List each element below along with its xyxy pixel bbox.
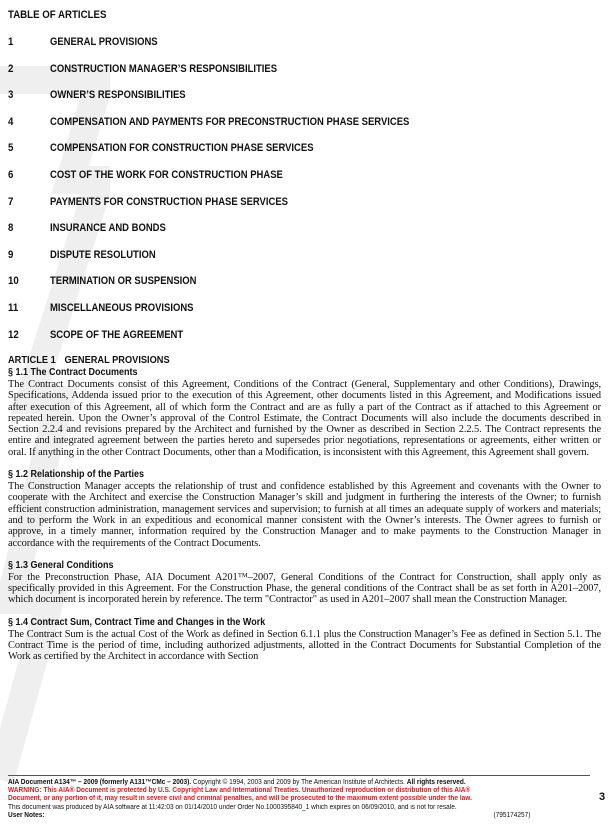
article-body <box>8 354 601 663</box>
toc-item <box>8 63 598 90</box>
toc-item <box>8 142 598 169</box>
toc-item-number: 3 <box>8 89 14 102</box>
table-of-articles <box>8 36 598 355</box>
section-text: The Contract Documents consist of this Agreement, Conditions of the Contract (General, Supplementary and other Conditions), Drawings, Specifications, Addenda issued prior to the execution of this Agreement, other documents listed in this Agreement, and Modifications issued after execution of this Agreement, all of which form the Contract and are as fully a part of the Contract as if attached to this Agreement or repeated herein. Upon the Owner’s approval of the Control Estimate, the Contract Documents will also include the documents described in Section 2.2.4 and revisions prepared by the Architect and furnished by the Owner as described in Section 2.2.5. The Contract represents the entire and integrated agreement between the parties hereto and supersedes prior negotiations, representations or agreements, either written or oral. If anything in the other Contract Documents, other than a Modification, is inconsistent with this Agreement, this Agreement shall govern. <box>8 379 601 458</box>
document-footer <box>8 779 588 820</box>
toc-item-number: 1 <box>8 36 14 48</box>
toc-item-name: COST OF THE WORK FOR CONSTRUCTION PHASE <box>50 168 283 181</box>
toc-item-number: 9 <box>8 248 14 261</box>
section-heading: § 1.3 General Conditions <box>8 559 114 571</box>
section-heading: § 1.1 The Contract Documents <box>8 367 138 378</box>
footer-copyright: Copyright © 1994, 2003 and 2009 by The American Institute of Architects. <box>191 779 407 786</box>
footer-divider <box>8 775 590 776</box>
toc-item <box>8 36 598 63</box>
footer-production-info: This document was produced by AIA software at 11:42:03 on 01/14/2010 under Order No.1000395840_1 which expires on 06/09/2010, and is not for resale. <box>8 803 457 811</box>
toc-item-name: INSURANCE AND BONDS <box>50 222 166 235</box>
toc-item <box>8 249 598 276</box>
toc-item-number: 7 <box>8 195 14 208</box>
toc-item-number: 10 <box>8 275 19 288</box>
section-text: The Construction Manager accepts the relationship of trust and confidence established by this Agreement and covenants with the Owner to cooperate with the Architect and exercise the Construction Manager’s skill and judgment in furthering the interests of the Owner; to furnish efficient construction administration, management services and supervision; to furnish at all times an adequate supply of workers and materials; and to perform the Work in an expeditious and economical manner consistent with the Owner’s interests. The Owner agrees to furnish or approve, in a timely manner, information required by the Construction Manager and to make payments to the Construction Manager in accordance with the requirements of the Contract Documents. <box>8 481 601 549</box>
footer-doc-code: (795174257) <box>493 811 531 819</box>
toc-item-name: TERMINATION OR SUSPENSION <box>50 275 197 288</box>
toc-item-number: 5 <box>8 142 14 155</box>
toc-item-name: GENERAL PROVISIONS <box>50 36 158 48</box>
article-title: GENERAL PROVISIONS <box>64 354 170 366</box>
footer-warning-2: Document, or any portion of it, may result in severe civil and criminal penalties, and will be prosecuted to the maximum extent possible under the law. <box>8 795 472 803</box>
toc-item-name: PAYMENTS FOR CONSTRUCTION PHASE SERVICES <box>50 195 288 208</box>
toc-title: TABLE OF ARTICLES <box>8 9 107 21</box>
toc-item-name: OWNER’S RESPONSIBILITIES <box>50 89 186 102</box>
toc-item-name: MISCELLANEOUS PROVISIONS <box>50 301 194 314</box>
footer-notes-line <box>8 812 547 820</box>
footer-document-id: AIA Document A134™ – 2009 (formerly A131™CMc – 2003). <box>8 779 192 786</box>
toc-item-name: SCOPE OF THE AGREEMENT <box>50 328 184 341</box>
footer-copyright-line <box>8 779 547 787</box>
section-heading: § 1.4 Contract Sum, Contract Time and Changes in the Work <box>8 616 266 628</box>
toc-item-number: 4 <box>8 115 14 128</box>
footer-user-notes: User Notes: <box>8 811 45 819</box>
toc-item-name: DISPUTE RESOLUTION <box>50 248 156 261</box>
toc-item <box>8 89 598 116</box>
toc-item <box>8 196 598 223</box>
toc-item-number: 6 <box>8 168 14 181</box>
footer-rights: All rights reserved. <box>406 779 466 786</box>
page-number: 3 <box>599 791 606 803</box>
toc-item-name: COMPENSATION AND PAYMENTS FOR PRECONSTRUCTION PHASE SERVICES <box>50 115 410 128</box>
section-text: For the Preconstruction Phase, AIA Document A201™–2007, General Conditions of the Contract for Construction, shall apply only as specifically provided in this Agreement. For the Construction Phase, the general conditions of the Contract shall be as set forth in A201–2007, which document is incorporated herein by reference. The term "Contractor" as used in A201–2007 shall mean the Construction Manager. <box>8 571 601 606</box>
section-heading: § 1.2 Relationship of the Parties <box>8 469 145 481</box>
toc-item-number: 12 <box>8 328 19 341</box>
toc-item-number: 8 <box>8 222 14 235</box>
toc-item <box>8 169 598 196</box>
footer-warning-1: WARNING: This AIA® Document is protected by U.S. Copyright Law and International Treaties. Unauthorized reproduction or distribution of this AIA® <box>8 787 471 795</box>
toc-item <box>8 275 598 302</box>
toc-item-number: 2 <box>8 62 14 75</box>
article-label: ARTICLE 1 <box>8 354 56 366</box>
section-text: The Contract Sum is the actual Cost of the Work as defined in Section 6.1.1 plus the Construction Manager’s Fee as defined in Section 5.1. The Contract Time is the period of time, including authorized adjustments, allotted in the Contract Documents for Substantial Completion of the Work as certified by the Architect in accordance with Section <box>8 628 601 663</box>
toc-item <box>8 302 598 329</box>
toc-item <box>8 222 598 249</box>
toc-item <box>8 329 598 356</box>
toc-item-name: CONSTRUCTION MANAGER’S RESPONSIBILITIES <box>50 62 278 75</box>
article-heading <box>8 354 527 367</box>
toc-item-number: 11 <box>8 301 19 314</box>
toc-item <box>8 116 598 143</box>
toc-item-name: COMPENSATION FOR CONSTRUCTION PHASE SERVICES <box>50 142 314 155</box>
